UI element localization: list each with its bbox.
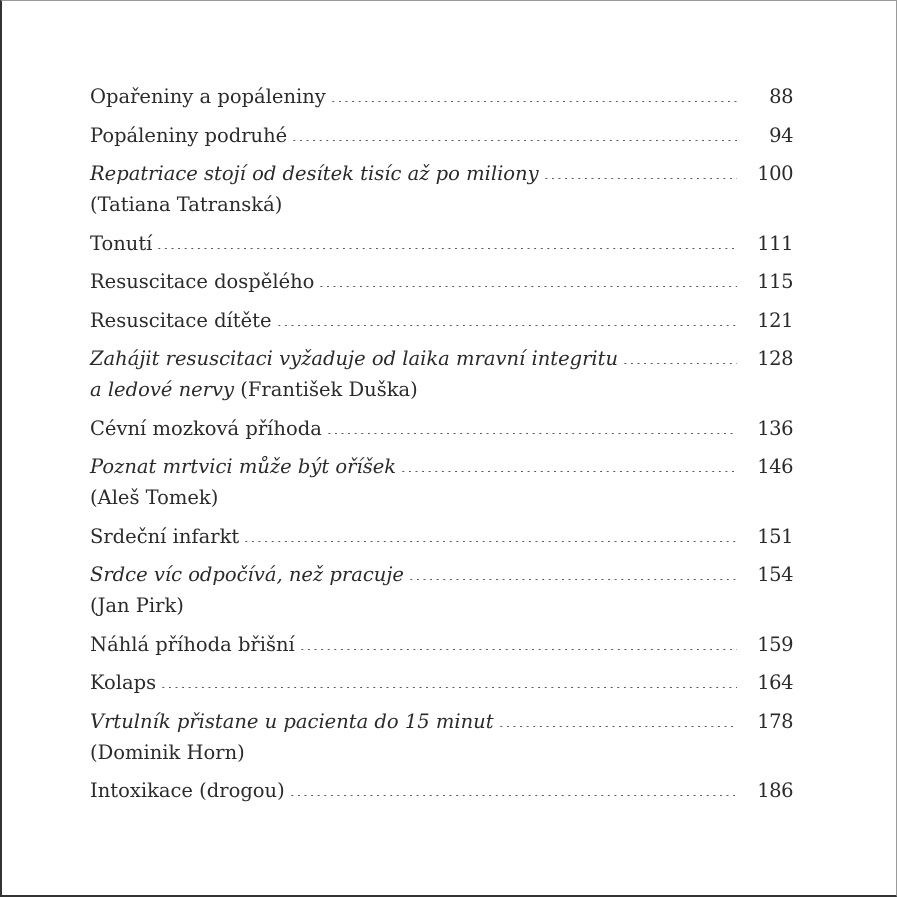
dot-leader xyxy=(408,579,737,580)
toc-entry-author: (Jan Pirk) xyxy=(90,594,184,617)
toc-entry-title: Srdeční infarkt xyxy=(90,524,240,548)
toc-entry-author: (Dominik Horn) xyxy=(90,740,245,764)
toc-entry-page: 115 xyxy=(757,270,793,293)
dot-leader xyxy=(622,363,737,364)
toc-entry xyxy=(90,120,793,151)
toc-entry-title: Poznat mrtvici může být oříšek xyxy=(90,455,397,478)
table-of-contents xyxy=(90,81,793,806)
dot-leader xyxy=(318,286,737,287)
toc-entry-page: 159 xyxy=(757,632,793,656)
toc-entry-title: Zahájit resuscitaci vyžaduje od laika mravní integritu xyxy=(90,347,619,370)
toc-entry-title: Resuscitace dospělého xyxy=(90,270,315,293)
toc-entry-title: Resuscitace dítěte xyxy=(90,308,272,332)
toc-entry xyxy=(90,667,793,698)
toc-entry xyxy=(90,451,793,513)
toc-entry-page: 178 xyxy=(757,709,793,733)
toc-entry xyxy=(90,158,793,220)
toc-entry-title: Repatriace stojí od desítek tisíc až po miliony xyxy=(90,162,539,185)
dot-leader xyxy=(498,726,737,727)
toc-entry xyxy=(90,521,793,552)
toc-entry-title-continued: a ledové nervy xyxy=(90,378,235,401)
toc-entry-page: 151 xyxy=(757,524,793,548)
toc-entry xyxy=(90,559,793,621)
dot-leader xyxy=(299,649,737,650)
toc-entry-title: Tonutí xyxy=(90,231,153,255)
toc-entry xyxy=(90,629,793,660)
toc-entry xyxy=(90,81,793,112)
toc-entry xyxy=(90,775,793,806)
toc-entry-page: 111 xyxy=(757,231,793,255)
toc-entry-title: Náhlá příhoda břišní xyxy=(90,632,295,656)
toc-entry xyxy=(90,413,793,444)
toc-entry-page: 121 xyxy=(757,308,793,332)
dot-leader xyxy=(289,795,737,796)
toc-entry-second-line xyxy=(90,374,793,405)
toc-entry-author: (František Duška) xyxy=(234,378,418,401)
dot-leader xyxy=(276,325,737,326)
toc-entry-author: (Aleš Tomek) xyxy=(90,486,219,509)
dot-leader xyxy=(330,101,737,102)
toc-entry-title: Vrtulník přistane u pacienta do 15 minut xyxy=(90,709,494,733)
dot-leader xyxy=(160,687,737,688)
dot-leader xyxy=(156,248,737,249)
dot-leader xyxy=(543,178,737,179)
toc-entry-title: Cévní mozková příhoda xyxy=(90,416,322,440)
toc-entry-page: 94 xyxy=(769,123,793,147)
toc-entry-author: (Tatiana Tatranská) xyxy=(90,193,283,216)
toc-entry-page: 146 xyxy=(757,455,793,478)
toc-entry xyxy=(90,228,793,259)
dot-leader xyxy=(243,541,737,542)
toc-entry-page: 164 xyxy=(757,671,793,694)
toc-entry xyxy=(90,343,793,405)
toc-entry-page: 128 xyxy=(757,347,793,370)
dot-leader xyxy=(291,140,737,141)
dot-leader xyxy=(400,471,737,472)
toc-entry-page: 186 xyxy=(757,779,793,802)
toc-entry-title: Opařeniny a popáleniny xyxy=(90,85,326,108)
toc-entry-page: 88 xyxy=(769,85,793,108)
toc-entry-title: Srdce víc odpočívá, než pracuje xyxy=(90,563,404,586)
toc-entry-page: 154 xyxy=(757,563,793,586)
toc-entry-title: Kolaps xyxy=(90,671,157,694)
dot-leader xyxy=(326,433,737,434)
toc-entry-title: Popáleniny podruhé xyxy=(90,123,288,147)
toc-entry xyxy=(90,706,793,768)
toc-entry-title: Intoxikace (drogou) xyxy=(90,779,285,802)
toc-entry xyxy=(90,305,793,336)
toc-entry xyxy=(90,266,793,297)
toc-entry-page: 136 xyxy=(757,416,793,440)
toc-entry-page: 100 xyxy=(757,162,793,185)
